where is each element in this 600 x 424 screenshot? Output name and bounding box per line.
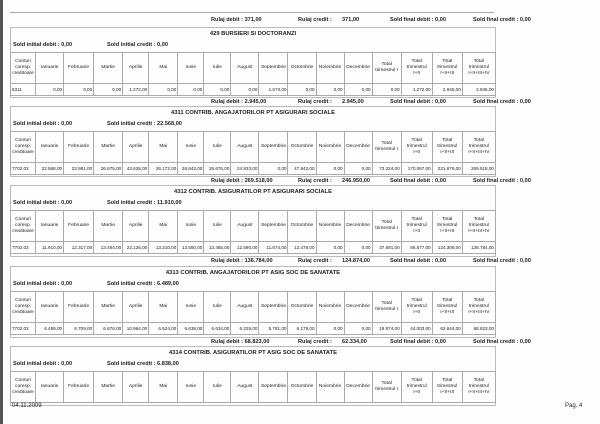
account-title: 4314 CONTRIB. ASIGURATILOR PT ASIG SOC DE SANATATE: [169, 350, 337, 356]
scan-edge: [0, 0, 3, 424]
table-cell: 22.568,00: [36, 163, 64, 175]
column-header: Total trimestrul I+II+III: [432, 132, 462, 163]
account-section: [10, 106, 496, 177]
table-cell: 6.489,00: [36, 323, 64, 335]
column-header: Conturi coresp. creditoare: [11, 372, 36, 403]
table-cell: 136.784,00: [462, 242, 495, 254]
table-cell: 5311: [11, 84, 36, 96]
table-cell: 5.781,00: [259, 323, 288, 335]
column-header: Noiembrie: [316, 211, 344, 242]
column-header: August: [231, 372, 259, 403]
column-header: Iunie: [178, 132, 204, 163]
table-cell: 13.210,00: [149, 242, 178, 254]
sold-initial-credit: Sold initial credit : 11.910,00: [107, 200, 182, 206]
table-cell: 23.981,00: [64, 163, 94, 175]
column-header: Decembrie: [344, 211, 372, 242]
column-header: Noiembrie: [316, 372, 344, 403]
table-row: [11, 323, 496, 335]
monthly-table: [10, 291, 496, 335]
sold-initial-debit: Sold initial debit : 0,00: [13, 200, 73, 206]
column-header: Total trimestrul I+II: [401, 132, 432, 163]
table-cell: 26.676,00: [204, 163, 231, 175]
table-cell: 221.676,00: [432, 163, 462, 175]
column-header: Total trimestrul I+II+III+IV: [462, 132, 495, 163]
column-header: Octombrie: [288, 292, 316, 323]
sold-final-debit: Sold final debit : 0,00: [390, 99, 446, 105]
column-header: August: [231, 132, 259, 163]
table-row: [11, 163, 496, 175]
column-header: Mai: [149, 132, 178, 163]
rulaj-credit-label: Rulaj credit :: [298, 339, 332, 345]
column-header: Martie: [94, 372, 123, 403]
sold-final-debit: Sold final debit : 0,00: [390, 17, 446, 23]
account-title: 4313 CONTRIB. ANGAJATORILOR PT ASIG SOC DE SANATATE: [165, 270, 341, 276]
column-header: Total trimestrul I+II+III+IV: [462, 211, 495, 242]
column-header: August: [231, 211, 259, 242]
rulaj-credit-value: 371,00: [342, 17, 360, 23]
column-header: Septembrie: [259, 53, 288, 84]
column-header: Conturi coresp. creditoare: [11, 53, 36, 84]
account-title: 429 BURSIERI SI DOCTORANZI: [209, 31, 297, 37]
column-header: Iunie: [178, 53, 204, 84]
table-cell: 11.674,00: [259, 242, 288, 254]
column-header: Iunie: [178, 372, 204, 403]
column-header: Ianuarie: [36, 372, 64, 403]
account-section: [10, 266, 496, 338]
column-header: Total trimestrul I+II+III: [432, 53, 462, 84]
column-header: Martie: [94, 53, 123, 84]
column-header: Iulie: [204, 372, 231, 403]
table-cell: 7702.03: [11, 323, 36, 335]
table-cell: 19.874,00: [372, 323, 401, 335]
column-header: Septembrie: [259, 132, 288, 163]
column-header: Iulie: [204, 211, 231, 242]
column-header: Octombrie: [288, 372, 316, 403]
table-cell: 0,00: [316, 163, 344, 175]
sold-final-credit: Sold final credit : 0,00: [473, 339, 531, 345]
table-cell: 86.577,00: [401, 242, 432, 254]
table-cell: 0,00: [204, 84, 231, 96]
table-cell: 0,00: [64, 84, 94, 96]
table-cell: 1.673,00: [259, 84, 288, 96]
sold-final-debit: Sold final debit : 0,00: [390, 178, 446, 184]
table-cell: 73.224,00: [372, 163, 401, 175]
table-cell: 170.067,00: [401, 163, 432, 175]
table-cell: 68.823,00: [462, 323, 495, 335]
table-cell: 0,00: [178, 84, 204, 96]
column-header: Aprilie: [123, 132, 149, 163]
table-row: [11, 84, 496, 96]
rulaj-credit-value: 62.334,00: [342, 339, 367, 345]
table-cell: 1.272,00: [401, 84, 432, 96]
account-section: [10, 27, 496, 98]
sold-final-debit: Sold final debit : 0,00: [390, 258, 446, 264]
column-header: Total trimestrul I+II+III+IV: [462, 372, 495, 403]
column-header: Octombrie: [288, 132, 316, 163]
column-header: Decembrie: [344, 132, 372, 163]
sold-final-credit: Sold final credit : 0,00: [473, 99, 531, 105]
column-header: Total trimestrul I+II+III: [432, 211, 462, 242]
rulaj-debit: Rulaj debit : 269.518,00: [211, 178, 273, 184]
table-cell: 0,00: [316, 84, 344, 96]
column-header: Ianuarie: [36, 53, 64, 84]
header-row: [11, 292, 496, 323]
account-title: 4311 CONTRIB. ANGAJATORILOR PT ASIGURARI SOCIALE: [171, 110, 335, 116]
column-header: Iunie: [178, 292, 204, 323]
footer-date: 04.11.2009: [12, 403, 42, 409]
table-cell: 0,00: [231, 84, 259, 96]
table-cell: 6.634,00: [204, 323, 231, 335]
column-header: Februarie: [64, 372, 94, 403]
table-cell: 26.675,00: [94, 163, 123, 175]
sold-initial-debit: Sold initial debit : 0,00: [13, 361, 73, 367]
sold-final-credit: Sold final credit : 0,00: [473, 258, 531, 264]
column-header: Total trimestrul I+II+III: [432, 292, 462, 323]
column-header: Conturi coresp. creditoare: [11, 211, 36, 242]
column-header: Total trimestrul I: [372, 53, 401, 84]
rulaj-credit-label: Rulaj credit :: [298, 178, 332, 184]
column-header: Noiembrie: [316, 292, 344, 323]
footer-page: Pag. 4: [565, 403, 583, 409]
rulaj-credit-value: 124.874,00: [342, 258, 370, 264]
column-header: Total trimestrul I: [372, 292, 401, 323]
sold-final-credit: Sold final credit : 0,00: [473, 17, 531, 23]
column-header: Total trimestrul I: [372, 372, 401, 403]
column-header: Conturi coresp. creditoare: [11, 132, 36, 163]
table-cell: 1.272,00: [123, 84, 149, 96]
column-header: Martie: [94, 292, 123, 323]
top-summary: [10, 17, 531, 27]
column-header: Iulie: [204, 132, 231, 163]
rulaj-credit-value: 2.945,00: [342, 99, 364, 105]
column-header: Decembrie: [344, 292, 372, 323]
table-cell: 0,00: [149, 84, 178, 96]
column-header: Septembrie: [259, 292, 288, 323]
table-cell: 24.933,00: [231, 163, 259, 175]
column-header: Februarie: [64, 132, 94, 163]
table-cell: 0,00: [259, 163, 288, 175]
sold-initial-debit: Sold initial debit : 0,00: [13, 121, 73, 127]
table-cell: 0,00: [94, 84, 123, 96]
column-header: Martie: [94, 132, 123, 163]
column-header: Noiembrie: [316, 53, 344, 84]
column-header: Septembrie: [259, 372, 288, 403]
column-header: Total trimestrul I+II: [401, 211, 432, 242]
table-cell: 12.478,00: [288, 242, 316, 254]
column-header: Aprilie: [123, 372, 149, 403]
table-cell: 6.179,00: [288, 323, 316, 335]
table-cell: 13.550,00: [178, 242, 204, 254]
column-header: Decembrie: [344, 53, 372, 84]
column-header: Iulie: [204, 292, 231, 323]
table-cell: 0,00: [288, 84, 316, 96]
divider: [10, 12, 494, 13]
column-header: Aprilie: [123, 211, 149, 242]
column-header: Total trimestrul I+II+III: [432, 372, 462, 403]
column-header: Total trimestrul I+II: [401, 53, 432, 84]
table-cell: 47.842,00: [288, 163, 316, 175]
table-cell: 0,00: [36, 84, 64, 96]
table-cell: 12.317,00: [64, 242, 94, 254]
table-cell: 0,00: [316, 242, 344, 254]
sold-final-credit: Sold final credit : 0,00: [473, 178, 531, 184]
account-section: [10, 346, 496, 406]
column-header: Total trimestrul I+II: [401, 372, 432, 403]
column-header: Septembrie: [259, 211, 288, 242]
rulaj-debit: Rulaj debit : 2.945,00: [211, 99, 267, 105]
table-cell: 124.306,00: [432, 242, 462, 254]
table-cell: 7702.03: [11, 163, 36, 175]
column-header: Conturi coresp. creditoare: [11, 292, 36, 323]
table-cell: 6.638,00: [178, 323, 204, 335]
column-header: Ianuarie: [36, 292, 64, 323]
table-cell: 11.910,00: [36, 242, 64, 254]
table-cell: 0,00: [344, 242, 372, 254]
table-cell: 13.464,00: [94, 242, 123, 254]
table-cell: 6.229,00: [231, 323, 259, 335]
header-row: [11, 53, 496, 84]
column-header: Februarie: [64, 211, 94, 242]
column-header: Total trimestrul I+II+III+IV: [462, 53, 495, 84]
column-header: Mai: [149, 53, 178, 84]
table-cell: 13.465,00: [204, 242, 231, 254]
sold-initial-debit: Sold initial debit : 0,00: [13, 281, 73, 287]
table-cell: 6.676,00: [94, 323, 123, 335]
table-cell: 2.945,00: [462, 84, 495, 96]
sold-initial-credit: Sold initial credit : 6.489,00: [107, 281, 179, 287]
column-header: August: [231, 53, 259, 84]
table-cell: 26.172,00: [149, 163, 178, 175]
rulaj-debit: Rulaj debit : 136.784,00: [211, 258, 273, 264]
sold-initial-credit: Sold initial credit : 22.568,00: [107, 121, 182, 127]
header-row: [11, 132, 496, 163]
table-cell: 6.524,00: [149, 323, 178, 335]
table-row: [11, 242, 496, 254]
column-header: Aprilie: [123, 292, 149, 323]
table-cell: 12.590,00: [231, 242, 259, 254]
monthly-table: [10, 210, 496, 254]
table-cell: 26.843,00: [178, 163, 204, 175]
column-header: Aprilie: [123, 53, 149, 84]
sold-final-debit: Sold final debit : 0,00: [390, 339, 446, 345]
column-header: Iunie: [178, 211, 204, 242]
sold-initial-credit: Sold initial credit : 0,00: [107, 42, 168, 48]
column-header: Mai: [149, 372, 178, 403]
account-section: [10, 185, 496, 257]
table-cell: 62.644,00: [432, 323, 462, 335]
column-header: Total trimestrul I: [372, 211, 401, 242]
rulaj-credit-label: Rulaj credit :: [298, 99, 332, 105]
column-header: Ianuarie: [36, 211, 64, 242]
column-header: Februarie: [64, 292, 94, 323]
header-row: [11, 372, 496, 403]
rulaj-credit-label: Rulaj credit :: [298, 17, 332, 23]
table-cell: 0,00: [344, 84, 372, 96]
sold-initial-debit: Sold initial debit : 0,00: [13, 42, 73, 48]
table-cell: 22.126,00: [123, 242, 149, 254]
rulaj-credit-value: 246.950,00: [342, 178, 370, 184]
table-cell: 0,00: [316, 323, 344, 335]
column-header: Martie: [94, 211, 123, 242]
column-header: Mai: [149, 211, 178, 242]
account-title: 4312 CONTRIB. ASIGURATILOR PT ASIGURARI SOCIALE: [174, 189, 332, 195]
column-header: Noiembrie: [316, 132, 344, 163]
rulaj-debit: Rulaj debit : 68.823,00: [211, 339, 270, 345]
table-cell: 0,00: [372, 84, 401, 96]
table-cell: 0,00: [344, 323, 372, 335]
table-cell: 43.628,00: [123, 163, 149, 175]
column-header: Total trimestrul I: [372, 132, 401, 163]
table-cell: 0,00: [344, 163, 372, 175]
table-cell: 2.945,00: [432, 84, 462, 96]
column-header: August: [231, 292, 259, 323]
column-header: Octombrie: [288, 211, 316, 242]
column-header: Ianuarie: [36, 132, 64, 163]
column-header: Total trimestrul I+II: [401, 292, 432, 323]
column-header: Total trimestrul I+II+III+IV: [462, 292, 495, 323]
table-cell: 37.691,00: [372, 242, 401, 254]
table-cell: 7702.03: [11, 242, 36, 254]
column-header: Mai: [149, 292, 178, 323]
column-header: Februarie: [64, 53, 94, 84]
header-row: [11, 211, 496, 242]
monthly-table: [10, 52, 496, 96]
table-cell: 44.003,00: [401, 323, 432, 335]
column-header: Iulie: [204, 53, 231, 84]
monthly-table: [10, 131, 496, 175]
rulaj-debit: Rulaj debit : 371,00: [211, 17, 262, 23]
table-cell: 6.709,00: [64, 323, 94, 335]
rulaj-credit-label: Rulaj credit :: [298, 258, 332, 264]
column-header: Octombrie: [288, 53, 316, 84]
table-cell: 10.964,00: [123, 323, 149, 335]
monthly-table: [10, 371, 496, 403]
table-cell: 269.518,00: [462, 163, 495, 175]
sold-initial-credit: Sold initial credit : 6.838,00: [107, 361, 179, 367]
column-header: Decembrie: [344, 372, 372, 403]
